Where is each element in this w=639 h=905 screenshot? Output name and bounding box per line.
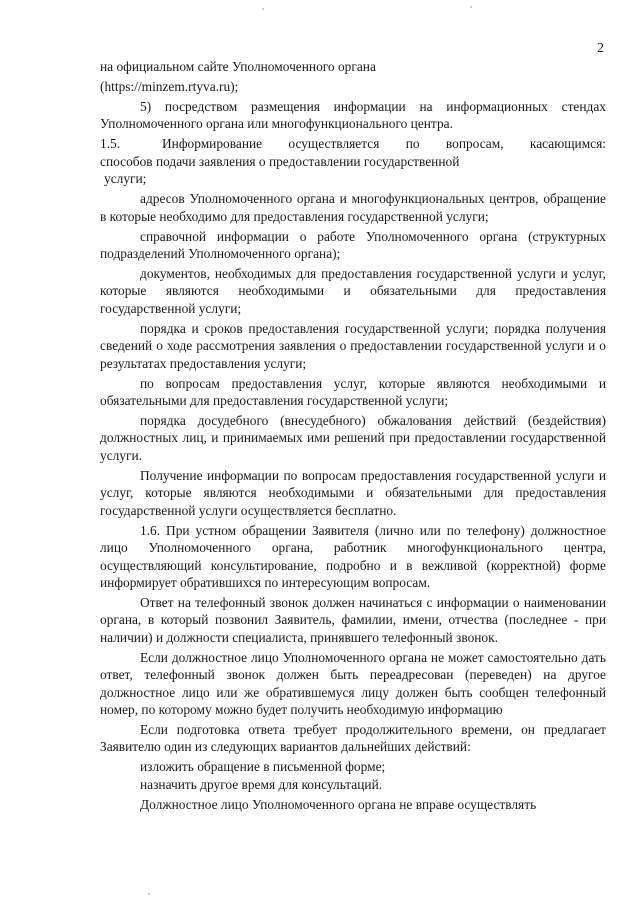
page-number: 2: [597, 41, 604, 56]
paragraph-free-information: Получение информации по вопросам предоставления государственной услуги и услуг, которые являются необходимыми и обязательными для предоставления государственной услуги осуществляется бесплатно.: [100, 467, 606, 518]
paragraph-info-stands: 5) посредством размещения информации на информационных стендах Уполномоченного органа или многофункционального центра.: [100, 99, 606, 132]
scan-artifact: [470, 6, 472, 8]
paragraph-procedure-terms: порядка и сроков предоставления государственной услуги; порядка получения сведений о ходе рассмотрения заявления о предоставлении государственной услуги и о результатах предоставления услуги;: [100, 320, 606, 371]
paragraph-appeal-procedure: порядка досудебного (внесудебного) обжалования действий (бездействия) должностных лиц, и принимаемых ими решений при предоставлении государственной услуги.: [100, 413, 606, 463]
section-1-5-heading: [100, 135, 606, 152]
list-item-written-form: изложить обращение в письменной форме;: [140, 759, 386, 775]
paragraph-phone-answer: Ответ на телефонный звонок должен начинаться с информации о наименовании органа, в который позвонил Заявитель, фамилии, имени, отчества (последнее - при наличии) и должности специалиста, принявшего телефонный звонок.: [100, 594, 606, 645]
scan-artifact: [148, 893, 150, 895]
paragraph-documents: документов, необходимых для предоставления государственной услуги и услуг, которые являются необходимыми и обязательными для предоставления государственной услуги;: [100, 266, 606, 316]
paragraph-related-services: по вопросам предоставления услуг, которые являются необходимыми и обязательными для предоставления государственной услуги;: [100, 375, 606, 409]
section-number: 1.5.: [100, 136, 121, 152]
paragraph-addresses: адресов Уполномоченного органа и многофункциональных центров, обращение в которые необходимо для предоставления государственной услуги;: [100, 191, 606, 224]
paragraph-1-line-2: (https://minzem.rtyva.ru);: [100, 79, 239, 94]
paragraph-reference-info: справочной информации о работе Уполномоченного органа (структурных подразделений Уполномоченного органа);: [100, 228, 606, 262]
paragraph-redirect-call: Если должностное лицо Уполномоченного органа не может самостоятельно дать ответ, телефонный звонок должен быть переадресован (переведен) на другое должностное лицо или же обратившемуся лицу должен быть сообщен телефонный номер, по которому можно будет получить необходимую информацию: [100, 649, 606, 717]
paragraph-section-1-6: 1.6. При устном обращении Заявителя (лично или по телефону) должностное лицо Уполномоченного органа, работник многофункционального центра, осуществляющий консультирование, подробно и в вежливой (корректной) форме информирует обратившихся по интересующим вопросам.: [100, 522, 606, 590]
paragraph-long-preparation: Если подготовка ответа требует продолжительного времени, он предлагает Заявителю один из следующих вариантов дальнейших действий:: [100, 721, 606, 755]
scan-artifact: [262, 8, 264, 10]
document-body: [100, 58, 606, 816]
section-1-5-line-3: услуги;: [104, 171, 147, 187]
paragraph-official-restriction: Должностное лицо Уполномоченного органа не вправе осуществлять: [140, 796, 537, 812]
section-1-5-line-2: способов подачи заявления о предоставлении государственной: [100, 153, 460, 169]
paragraph-1-line-1: на официальном сайте Уполномоченного органа: [100, 59, 376, 74]
section-heading-text: Информирование осуществляется по вопросам, касающимся:: [162, 136, 606, 152]
list-item-other-time: назначить другое время для консультаций.: [140, 776, 383, 792]
